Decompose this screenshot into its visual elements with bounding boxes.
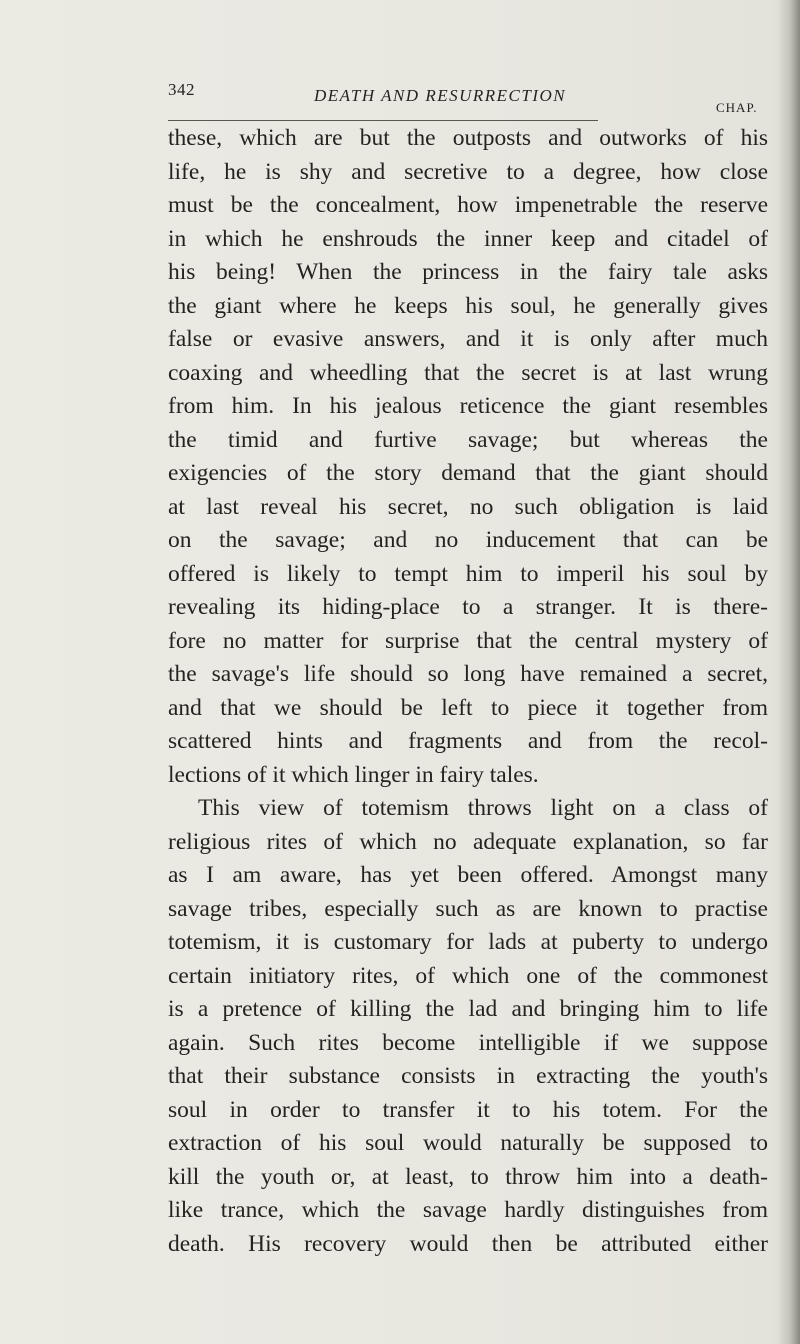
paragraph-start-line: This view of totemism throws light on a class of bbox=[198, 795, 768, 821]
running-head: DEATH AND RESURRECTION bbox=[314, 86, 567, 105]
text-line: kill the youth or, at least, to throw him into a death- bbox=[168, 1163, 768, 1190]
text-line: like trance, which the savage hardly distinguishes from bbox=[168, 1197, 768, 1223]
text-line: extraction of his soul would naturally be supposed to bbox=[168, 1130, 768, 1156]
text-line: fore no matter for surprise that the central mystery of bbox=[168, 627, 768, 654]
text-line: at last reveal his secret, no such obligation is laid bbox=[168, 493, 768, 520]
text-line: and that we should be left to piece it together from bbox=[168, 694, 768, 721]
page-number: 342 bbox=[168, 80, 195, 99]
text-line: the timid and furtive savage; but whereas the bbox=[168, 426, 768, 453]
text-line: totemism, it is customary for lads at puberty to undergo bbox=[168, 929, 768, 955]
text-line: death. His recovery would then be attributed either bbox=[168, 1230, 768, 1257]
text-line: false or evasive answers, and it is only after much bbox=[168, 326, 768, 352]
text-line: is a pretence of killing the lad and bringing him to life bbox=[168, 996, 768, 1022]
text-line: his being! When the princess in the fairy tale asks bbox=[168, 259, 768, 285]
text-line: these, which are but the outposts and outworks of his bbox=[168, 125, 768, 151]
page-edge-shadow bbox=[778, 0, 800, 1344]
page-header bbox=[0, 80, 800, 120]
text-line: revealing its hiding-place to a stranger. It is there- bbox=[168, 594, 768, 620]
text-line: on the savage; and no inducement that can be bbox=[168, 527, 768, 553]
text-line: the savage's life should so long have remained a secret, bbox=[168, 661, 768, 687]
text-line: savage tribes, especially such as are known to practise bbox=[168, 895, 768, 922]
text-line: offered is likely to tempt him to imperil his soul by bbox=[168, 560, 768, 587]
text-line: religious rites of which no adequate explanation, so far bbox=[168, 828, 768, 855]
text-line: soul in order to transfer it to his totem. For the bbox=[168, 1096, 768, 1123]
text-line: exigencies of the story demand that the giant should bbox=[168, 460, 768, 486]
header-rule bbox=[168, 120, 598, 121]
text-line: in which he enshrouds the inner keep and citadel of bbox=[168, 225, 768, 252]
text-line: certain initiatory rites, of which one of the commonest bbox=[168, 962, 768, 989]
text-line: that their substance consists in extracting the youth's bbox=[168, 1063, 768, 1089]
text-line: scattered hints and fragments and from the recol- bbox=[168, 728, 768, 754]
text-line: coaxing and wheedling that the secret is at last wrung bbox=[168, 359, 768, 386]
text-line: must be the concealment, how impenetrable the reserve bbox=[168, 192, 768, 218]
text-line: again. Such rites become intelligible if we suppose bbox=[168, 1029, 768, 1056]
text-line: lections of it which linger in fairy tales. bbox=[168, 761, 539, 788]
chapter-marker: CHAP. bbox=[716, 100, 758, 115]
text-line: the giant where he keeps his soul, he generally gives bbox=[168, 292, 768, 319]
body-text bbox=[168, 122, 768, 1261]
text-line: from him. In his jealous reticence the giant resembles bbox=[168, 393, 768, 419]
text-line: life, he is shy and secretive to a degree, how close bbox=[168, 158, 768, 185]
text-line: as I am aware, has yet been offered. Amongst many bbox=[168, 862, 768, 888]
